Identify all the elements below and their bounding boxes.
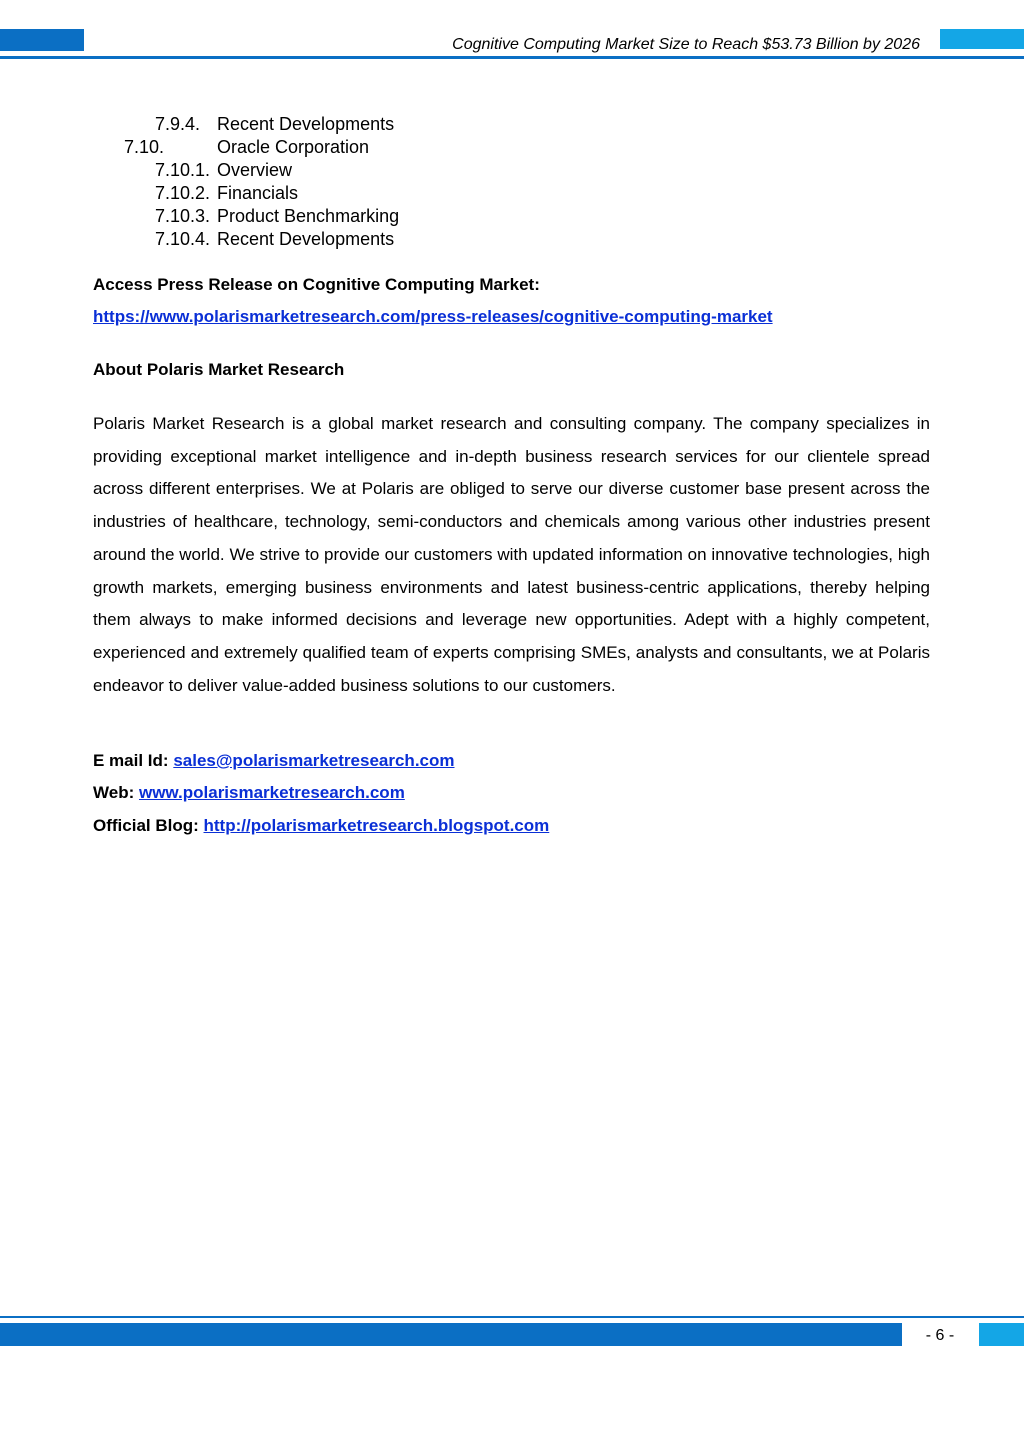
web-label: Web: xyxy=(93,783,135,802)
email-link[interactable]: sales@polarismarketresearch.com xyxy=(173,751,455,770)
about-heading: About Polaris Market Research xyxy=(93,360,345,379)
footer-rule xyxy=(0,1316,1024,1318)
toc-entry-number: 7.10.2. xyxy=(155,183,211,203)
toc-entry-label: Financials xyxy=(217,183,299,203)
contact-email-line xyxy=(93,750,455,772)
toc-entry-label: Product Benchmarking xyxy=(217,206,400,226)
about-paragraph: Polaris Market Research is a global market research and consulting company. The company specializes in providing exceptional market intelligence and in-depth business research services for our clientele spread across different enterprises. We at Polaris are obliged to serve our diverse customer base present across the industries of healthcare, technology, semi-conductors and chemicals among various other industries present around the world. We strive to provide our customers with updated information on innovative technologies, high growth markets, emerging business environments and latest business-centric applications, thereby helping them always to make informed decisions and leverage new opportunities. Adept with a highly competent, experienced and extremely qualified team of experts comprising SMEs, analysts and consultants, we at Polaris endeavor to deliver value-added business solutions to our customers. xyxy=(93,414,930,695)
toc-entry-label: Overview xyxy=(217,160,293,180)
blog-link[interactable]: http://polarismarketresearch.blogspot.com xyxy=(203,816,550,835)
toc-entry-label: Recent Developments xyxy=(217,114,395,134)
press-release-link[interactable]: https://www.polarismarketresearch.com/press-releases/cognitive-computing-market xyxy=(93,307,773,326)
footer-bar xyxy=(0,1323,902,1346)
contact-blog-line xyxy=(93,815,549,837)
toc-entry-label: Oracle Corporation xyxy=(217,137,370,157)
toc-entry-label: Recent Developments xyxy=(217,229,395,249)
header-rule xyxy=(0,56,1024,59)
toc-entry-number: 7.10. xyxy=(124,137,165,157)
footer-accent-right xyxy=(979,1323,1024,1346)
toc-entry-number: 7.10.3. xyxy=(155,206,211,226)
contact-web-line xyxy=(93,782,405,804)
press-release-heading: Access Press Release on Cognitive Computing Market: xyxy=(93,275,540,294)
page-number: - 6 - xyxy=(925,1327,955,1344)
toc-entry-number: 7.10.1. xyxy=(155,160,211,180)
press-release-container xyxy=(93,306,773,328)
blog-label: Official Blog: xyxy=(93,816,199,835)
email-label: E mail Id: xyxy=(93,751,169,770)
page-header-title: Cognitive Computing Market Size to Reach $53.73 Billion by 2026 xyxy=(452,36,920,53)
web-link[interactable]: www.polarismarketresearch.com xyxy=(138,783,405,802)
toc-entry-number: 7.10.4. xyxy=(155,229,211,249)
toc-entry-number: 7.9.4. xyxy=(155,114,201,134)
header-accent-right xyxy=(940,29,1024,49)
header-accent-left xyxy=(0,29,84,51)
